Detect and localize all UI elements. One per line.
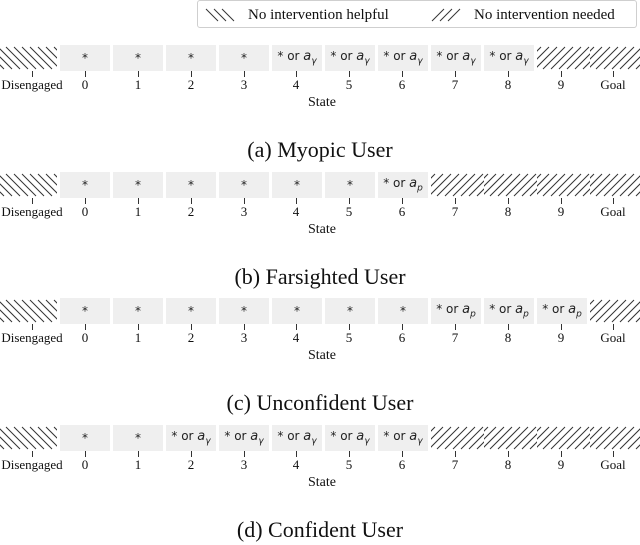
action-label: * xyxy=(241,304,247,318)
action-label: * xyxy=(294,304,300,318)
tick-label: 3 xyxy=(240,77,248,92)
tick-label: Goal xyxy=(600,330,626,345)
slash-hatch-icon xyxy=(430,7,464,23)
action-cell xyxy=(378,298,428,324)
tick-label: 5 xyxy=(345,204,353,219)
action-label: * or $a_\gamma$ xyxy=(224,429,264,447)
tick-label: 3 xyxy=(240,204,248,219)
tick-label: Disengaged xyxy=(1,457,63,472)
tick-label: Goal xyxy=(600,77,626,92)
tick-label: 4 xyxy=(292,330,300,345)
tick-label: Disengaged xyxy=(1,204,63,219)
slash-hatch-icon xyxy=(590,425,640,451)
legend xyxy=(197,0,637,28)
tick-label: 7 xyxy=(451,330,459,345)
action-label: * xyxy=(135,304,141,318)
no-intervention-helpful-cell xyxy=(0,298,57,324)
action-label: * xyxy=(135,431,141,445)
action-label: * xyxy=(241,51,247,65)
tick-label: Disengaged xyxy=(1,330,63,345)
no-intervention-needed-cell xyxy=(431,172,484,198)
tick-label: 1 xyxy=(134,204,142,219)
action-label: * xyxy=(188,51,194,65)
action-cell xyxy=(378,45,428,71)
action-cell xyxy=(325,298,375,324)
axis-label-state: State xyxy=(308,95,336,110)
action-cell xyxy=(484,45,534,71)
panel-caption: (a) Myopic User xyxy=(247,137,393,162)
action-label: * xyxy=(82,431,88,445)
action-cell xyxy=(537,298,587,324)
panel-3 xyxy=(0,298,640,418)
tick-label: 7 xyxy=(451,457,459,472)
backslash-hatch-icon xyxy=(0,425,57,451)
action-label: * xyxy=(82,178,88,192)
action-cell xyxy=(219,425,269,451)
action-label: * xyxy=(294,178,300,192)
legend-label-needed: No intervention needed xyxy=(474,6,615,23)
tick-label: 2 xyxy=(187,77,195,92)
tick-label: 1 xyxy=(134,457,142,472)
tick-label: Goal xyxy=(600,204,626,219)
tick-label: 9 xyxy=(557,204,565,219)
action-label: * xyxy=(400,304,406,318)
panel-4 xyxy=(0,425,640,545)
action-cell xyxy=(60,298,110,324)
action-label: * xyxy=(241,178,247,192)
action-cell xyxy=(325,172,375,198)
slash-hatch-icon xyxy=(590,45,640,71)
action-cell xyxy=(60,425,110,451)
no-intervention-needed-cell xyxy=(590,45,640,71)
action-cell xyxy=(113,45,163,71)
action-label: * or $a_p$ xyxy=(436,302,476,320)
tick-label: 2 xyxy=(187,204,195,219)
backslash-hatch-icon xyxy=(0,45,57,71)
tick-label: 8 xyxy=(504,204,512,219)
action-label: * or $a_\gamma$ xyxy=(277,429,317,447)
slash-hatch-icon xyxy=(431,425,484,451)
tick-label: 5 xyxy=(345,77,353,92)
tick-label: 1 xyxy=(134,77,142,92)
action-cell xyxy=(378,172,428,198)
tick-label: 6 xyxy=(398,330,406,345)
tick-label: 0 xyxy=(81,457,89,472)
slash-hatch-icon xyxy=(537,45,590,71)
tick-label: 0 xyxy=(81,77,89,92)
action-cell xyxy=(219,45,269,71)
no-intervention-needed-cell xyxy=(537,425,590,451)
action-cell xyxy=(166,298,216,324)
action-label: * xyxy=(347,178,353,192)
axis-label-state: State xyxy=(308,475,336,490)
action-label: * or $a_\gamma$ xyxy=(383,49,423,67)
action-label: * xyxy=(135,178,141,192)
backslash-hatch-icon xyxy=(0,172,57,198)
tick-label: 3 xyxy=(240,330,248,345)
action-cell xyxy=(166,172,216,198)
action-cell xyxy=(166,425,216,451)
tick-label: 8 xyxy=(504,330,512,345)
slash-hatch-icon xyxy=(484,425,537,451)
action-label: * xyxy=(188,304,194,318)
no-intervention-helpful-cell xyxy=(0,45,57,71)
tick-label: 6 xyxy=(398,77,406,92)
axis-label-state: State xyxy=(308,222,336,237)
legend-label-helpful: No intervention helpful xyxy=(248,6,389,23)
panel-caption: (d) Confident User xyxy=(236,517,404,542)
tick-label: 8 xyxy=(504,457,512,472)
tick-label: 7 xyxy=(451,77,459,92)
backslash-hatch-icon xyxy=(0,298,57,324)
panel-caption: (b) Farsighted User xyxy=(234,264,406,289)
state-bar xyxy=(0,425,640,451)
action-label: * or $a_p$ xyxy=(542,302,582,320)
no-intervention-needed-cell xyxy=(431,425,484,451)
slash-hatch-icon xyxy=(590,172,640,198)
no-intervention-needed-cell xyxy=(484,172,537,198)
backslash-hatch-icon xyxy=(204,7,238,23)
action-cell xyxy=(325,425,375,451)
tick-label: 4 xyxy=(292,77,300,92)
action-cell xyxy=(113,425,163,451)
no-intervention-helpful-cell xyxy=(0,172,57,198)
action-cell xyxy=(113,298,163,324)
no-intervention-needed-cell xyxy=(537,45,590,71)
panel-caption: (c) Unconfident User xyxy=(226,390,414,415)
action-cell xyxy=(113,172,163,198)
action-cell xyxy=(272,172,322,198)
action-label: * xyxy=(188,178,194,192)
action-cell xyxy=(431,298,481,324)
action-cell xyxy=(60,45,110,71)
no-intervention-needed-cell xyxy=(590,425,640,451)
action-label: * or $a_\gamma$ xyxy=(383,429,423,447)
tick-label: 2 xyxy=(187,457,195,472)
slash-hatch-icon xyxy=(590,298,640,324)
action-cell xyxy=(166,45,216,71)
action-label: * or $a_p$ xyxy=(383,176,423,194)
state-bar xyxy=(0,45,640,71)
action-cell xyxy=(272,425,322,451)
action-label: * or $a_\gamma$ xyxy=(436,49,476,67)
no-intervention-needed-cell xyxy=(537,172,590,198)
tick-label: 8 xyxy=(504,77,512,92)
action-label: * or $a_\gamma$ xyxy=(330,429,370,447)
no-intervention-needed-cell xyxy=(590,298,640,324)
action-label: * or $a_\gamma$ xyxy=(277,49,317,67)
action-cell xyxy=(219,172,269,198)
slash-hatch-icon xyxy=(537,425,590,451)
tick-label: 9 xyxy=(557,330,565,345)
tick-label: 5 xyxy=(345,457,353,472)
tick-label: 6 xyxy=(398,204,406,219)
action-cell xyxy=(325,45,375,71)
tick-label: 7 xyxy=(451,204,459,219)
no-intervention-needed-cell xyxy=(590,172,640,198)
tick-label: 0 xyxy=(81,204,89,219)
slash-hatch-icon xyxy=(537,172,590,198)
action-cell xyxy=(431,45,481,71)
tick-label: Disengaged xyxy=(1,77,63,92)
tick-label: 1 xyxy=(134,330,142,345)
action-cell xyxy=(378,425,428,451)
slash-hatch-icon xyxy=(484,172,537,198)
legend-item-helpful xyxy=(204,5,389,25)
action-label: * or $a_p$ xyxy=(489,302,529,320)
state-bar xyxy=(0,298,640,324)
tick-label: 2 xyxy=(187,330,195,345)
tick-label: 5 xyxy=(345,330,353,345)
action-cell xyxy=(219,298,269,324)
tick-label: 4 xyxy=(292,204,300,219)
panel-1 xyxy=(0,45,640,165)
tick-label: 0 xyxy=(81,330,89,345)
tick-label: Goal xyxy=(600,457,626,472)
no-intervention-helpful-cell xyxy=(0,425,57,451)
legend-item-needed xyxy=(430,5,615,25)
tick-label: 9 xyxy=(557,77,565,92)
panel-2 xyxy=(0,172,640,292)
action-label: * xyxy=(135,51,141,65)
no-intervention-needed-cell xyxy=(484,425,537,451)
tick-label: 3 xyxy=(240,457,248,472)
action-cell xyxy=(272,45,322,71)
action-cell xyxy=(272,298,322,324)
tick-label: 6 xyxy=(398,457,406,472)
tick-label: 4 xyxy=(292,457,300,472)
tick-label: 9 xyxy=(557,457,565,472)
action-label: * or $a_\gamma$ xyxy=(171,429,211,447)
state-bar xyxy=(0,172,640,198)
action-label: * xyxy=(82,304,88,318)
action-label: * xyxy=(347,304,353,318)
slash-hatch-icon xyxy=(431,172,484,198)
action-label: * or $a_\gamma$ xyxy=(489,49,529,67)
action-cell xyxy=(484,298,534,324)
axis-label-state: State xyxy=(308,348,336,363)
action-label: * xyxy=(82,51,88,65)
action-cell xyxy=(60,172,110,198)
action-label: * or $a_\gamma$ xyxy=(330,49,370,67)
